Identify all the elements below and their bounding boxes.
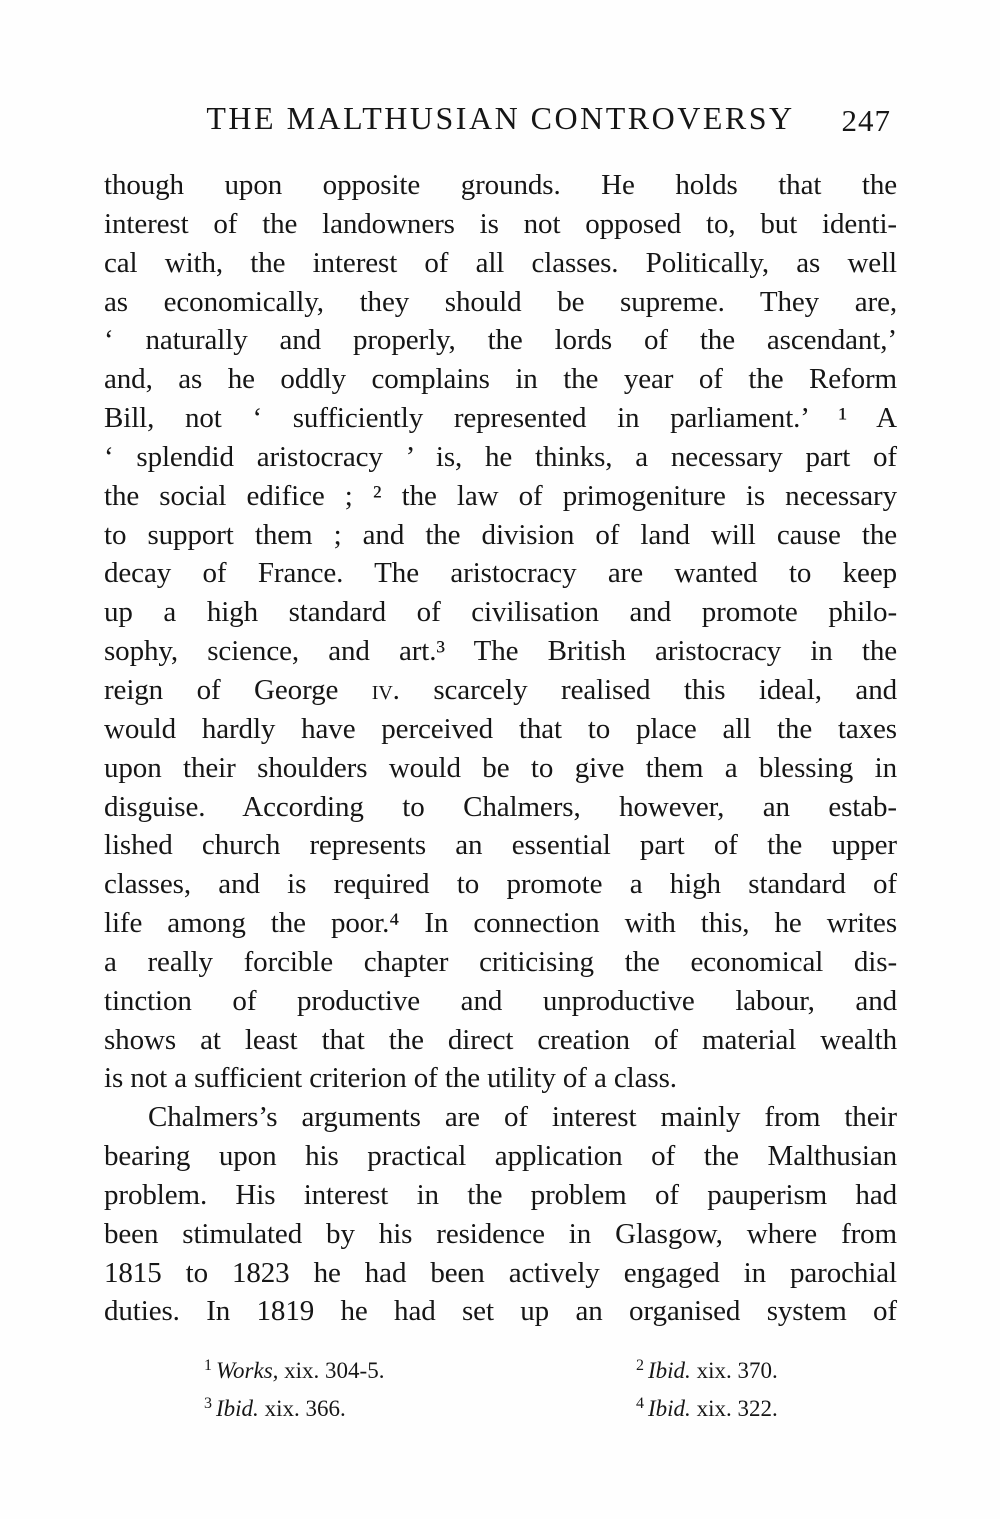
page-number: 247 <box>841 103 891 138</box>
text-line: to support them ; and the division of land will cause the <box>104 518 897 551</box>
text-segment: reign of George <box>104 673 372 706</box>
text-line: been stimulated by his residence in Glasgow, where from <box>104 1217 897 1250</box>
body-text <box>104 166 897 1331</box>
footnote <box>204 1390 636 1427</box>
text-line: 1815 to 1823 he had been actively engaged in parochial <box>104 1256 897 1289</box>
text-line: life among the poor.⁴ In connection with this, he writes <box>104 907 897 940</box>
footnote-ref: xix. 366. <box>258 1396 346 1421</box>
footnote-source: Ibid. <box>216 1396 259 1421</box>
text-line: and, as he oddly complains in the year of the Reform <box>104 363 897 396</box>
footnote-source: Ibid. <box>648 1358 691 1383</box>
footnote <box>636 1352 904 1389</box>
footnote-marker: 4 <box>636 1395 644 1412</box>
text-line: duties. In 1819 he had set up an organised system of <box>104 1295 897 1328</box>
text-line: is not a sufficient criterion of the utility of a class. <box>104 1062 677 1095</box>
footnote <box>204 1352 636 1389</box>
text-line: the social edifice ; ² the law of primogeniture is necessary <box>104 479 897 512</box>
footnote-ref: xix. 370. <box>690 1358 778 1383</box>
text-line: shows at least that the direct creation of material wealth <box>104 1023 897 1056</box>
text-line: tinction of productive and unproductive labour, and <box>104 984 897 1017</box>
text-line: Chalmers’s arguments are of interest mainly from their <box>148 1101 897 1134</box>
text-line: would hardly have perceived that to place all the taxes <box>104 712 897 745</box>
text-line: problem. His interest in the problem of pauperism had <box>104 1178 897 1211</box>
page-header <box>104 100 897 144</box>
footnote-marker: 2 <box>636 1357 644 1374</box>
text-line: sophy, science, and art.³ The British aristocracy in the <box>104 635 897 668</box>
text-line: cal with, the interest of all classes. Politically, as well <box>104 246 897 279</box>
text-line: upon their shoulders would be to give them a blessing in <box>104 751 897 784</box>
text-line: ‘ splendid aristocracy ’ is, he thinks, a necessary part of <box>104 440 897 473</box>
text-line: though upon opposite grounds. He holds that the <box>104 169 897 201</box>
text-line: disguise. According to Chalmers, however, an estab- <box>104 790 897 823</box>
text-line: ‘ naturally and properly, the lords of the ascendant,’ <box>104 324 897 357</box>
smallcaps-text: iv. <box>371 673 400 706</box>
text-line: decay of France. The aristocracy are wanted to keep <box>104 557 897 590</box>
footnote-ref: xix. 304-5. <box>278 1358 385 1383</box>
footnote-marker: 1 <box>204 1357 212 1374</box>
page-title: THE MALTHUSIAN CONTROVERSY <box>206 100 795 136</box>
text-line: classes, and is required to promote a high standard of <box>104 868 897 901</box>
footnote-ref: xix. 322. <box>690 1396 778 1421</box>
text-line: bearing upon his practical application of the Malthusian <box>104 1140 897 1173</box>
footnote-source: Works, <box>216 1358 279 1383</box>
text-line: up a high standard of civilisation and promote philo- <box>104 596 897 629</box>
text-line: a really forcible chapter criticising the economical dis- <box>104 945 897 978</box>
text-segment: scarcely realised this ideal, and <box>399 673 897 706</box>
text-line <box>104 671 897 710</box>
text-line: as economically, they should be supreme. They are, <box>104 285 897 318</box>
text-line: Bill, not ‘ sufficiently represented in parliament.’ ¹ A <box>104 402 897 435</box>
footnote-source: Ibid. <box>648 1396 691 1421</box>
text-line: lished church represents an essential part of the upper <box>104 829 897 862</box>
text-line: interest of the landowners is not opposed to, but identi- <box>104 207 897 240</box>
footnote <box>636 1390 904 1427</box>
footnote-marker: 3 <box>204 1395 212 1412</box>
footnotes <box>204 1352 904 1427</box>
